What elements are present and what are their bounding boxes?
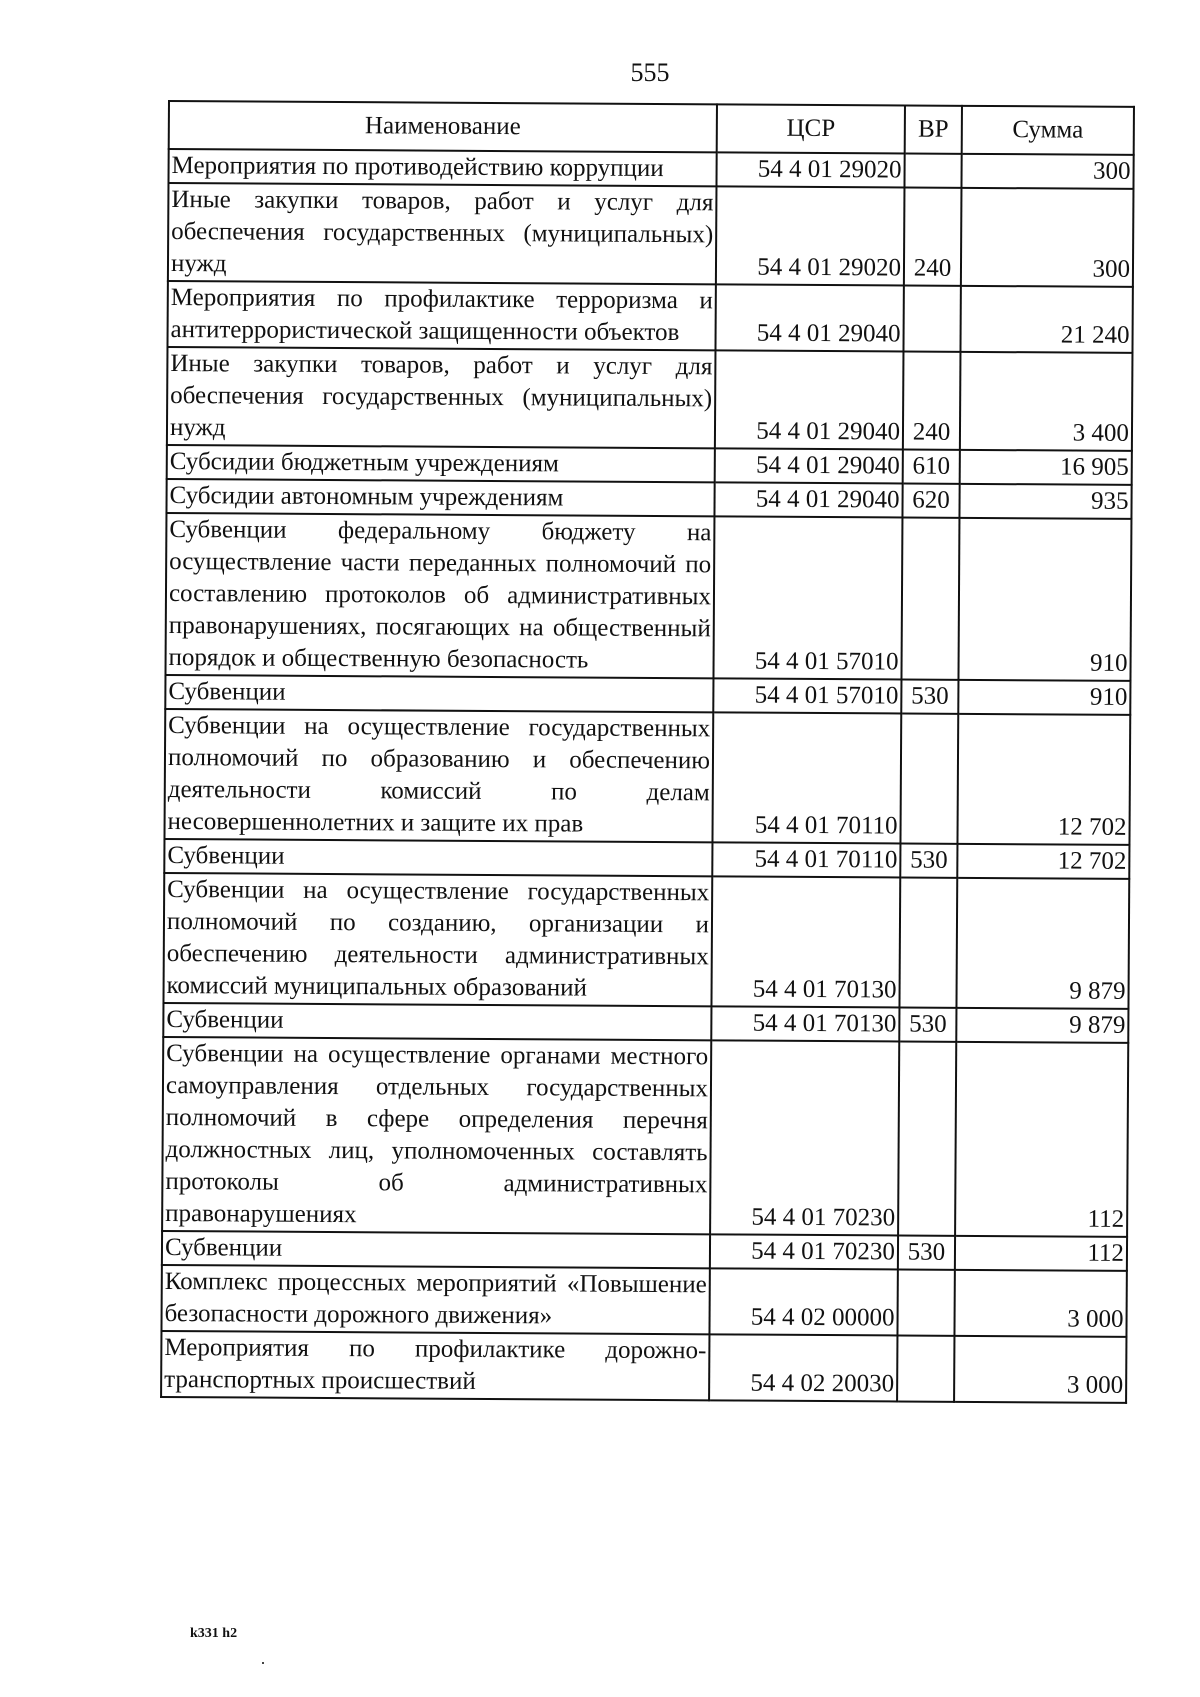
row-name: Субвенции (164, 839, 712, 876)
table-row (164, 709, 1130, 845)
row-vr (899, 877, 957, 1007)
page-number: 555 (630, 58, 670, 87)
row-vr: 530 (900, 843, 957, 877)
table-row (161, 1265, 1126, 1337)
row-csr: 54 4 01 70230 (710, 1040, 899, 1235)
row-name: Иные закупки товаров, работ и услуг для обеспечения государственных (муниципальных) нужд (167, 347, 716, 448)
row-name: Субвенции (163, 1003, 711, 1040)
budget-sheet (160, 100, 1133, 1404)
budget-table (160, 100, 1135, 1404)
row-name: Субвенции на осуществление государственных полномочий по созданию, организации и обеспечению деятельности административных комиссий муниципальных образований (163, 873, 712, 1006)
row-vr: 240 (903, 351, 961, 449)
row-csr: 54 4 01 70130 (711, 1006, 899, 1041)
row-vr (897, 1335, 954, 1401)
table-row (163, 873, 1129, 1009)
row-name: Комплекс процессных мероприятий «Повышение безопасности дорожного движения» (161, 1265, 709, 1334)
row-name: Субсидии бюджетным учреждениям (167, 445, 715, 482)
row-name: Субсидии автономным учреждениям (166, 479, 714, 516)
row-csr: 54 4 01 29020 (716, 186, 905, 285)
table-row (168, 183, 1134, 287)
header-sum: Сумма (962, 106, 1134, 155)
row-sum: 21 240 (960, 286, 1132, 353)
table-row (162, 1037, 1128, 1237)
row-csr: 54 4 01 29040 (714, 482, 902, 517)
row-sum: 112 (955, 1236, 1127, 1271)
row-name: Иные закупки товаров, работ и услуг для обеспечения государственных (муниципальных) нужд (168, 183, 717, 284)
header-csr: ЦСР (717, 104, 905, 153)
row-csr: 54 4 01 70110 (712, 842, 900, 877)
row-name: Субвенции (165, 675, 713, 712)
row-vr (903, 285, 960, 351)
row-csr: 54 4 01 70230 (710, 1234, 898, 1269)
row-name: Мероприятия по противодействию коррупции (168, 149, 716, 186)
row-vr: 530 (898, 1235, 955, 1269)
row-vr (901, 517, 959, 679)
table-row (165, 513, 1131, 681)
row-vr (897, 1269, 954, 1335)
row-csr: 54 4 01 29040 (715, 448, 903, 483)
row-name: Субвенции на осуществление государственных полномочий по образованию и обеспечению деятельности комиссий по делам несовершеннолетних и защите их прав (164, 709, 713, 842)
table-row (161, 1331, 1126, 1403)
row-vr: 610 (903, 449, 960, 483)
table-row (167, 281, 1132, 353)
header-vr: ВР (905, 106, 962, 154)
row-name: Мероприятия по профилактике дорожно-транспортных происшествий (161, 1331, 709, 1400)
row-csr: 54 4 01 70130 (711, 876, 900, 1007)
row-vr: 240 (904, 188, 962, 286)
row-vr (898, 1041, 956, 1235)
row-sum: 3 000 (954, 1336, 1126, 1403)
table-header-row (169, 101, 1134, 155)
row-csr: 54 4 01 57010 (713, 516, 902, 679)
row-csr: 54 4 01 29040 (715, 284, 903, 351)
row-vr (904, 154, 961, 188)
row-vr: 530 (899, 1007, 956, 1041)
row-sum: 9 879 (956, 878, 1129, 1009)
row-sum: 910 (958, 680, 1130, 715)
row-csr: 54 4 01 29020 (716, 152, 904, 187)
row-name: Субвенции на осуществление органами местного самоуправления отдельных государственных полномочий в сфере определения перечня должностных лиц, уполномоченных составлять протоколы об административных правонарушениях (162, 1037, 711, 1234)
row-name: Субвенции (162, 1231, 710, 1268)
footer-code: k331 h2 (190, 1626, 238, 1641)
row-csr: 54 4 02 20030 (709, 1334, 897, 1401)
row-sum: 16 905 (960, 450, 1132, 485)
row-sum: 910 (958, 518, 1131, 681)
row-sum: 300 (961, 188, 1134, 287)
row-name: Мероприятия по профилактике терроризма и антитеррористической защищенности объектов (167, 281, 715, 350)
row-sum: 3 400 (960, 352, 1133, 451)
row-name: Субвенции федеральному бюджету на осуществление части переданных полномочий по составлению протоколов об административных правонарушениях, посягающих на общественный порядок и общественную безопасность (165, 513, 714, 678)
row-sum: 12 702 (957, 844, 1129, 879)
scan-speck (262, 1662, 264, 1664)
row-sum: 9 879 (956, 1008, 1128, 1043)
table-row (167, 347, 1133, 451)
row-sum: 300 (961, 154, 1133, 189)
row-sum: 3 000 (954, 1270, 1126, 1337)
row-csr: 54 4 01 29040 (715, 350, 904, 449)
row-csr: 54 4 01 57010 (713, 678, 901, 713)
row-sum: 112 (955, 1042, 1128, 1237)
row-csr: 54 4 01 70110 (712, 712, 901, 843)
row-vr: 530 (901, 679, 958, 713)
header-name: Наименование (169, 101, 717, 152)
row-vr: 620 (902, 483, 959, 517)
row-sum: 935 (959, 484, 1131, 519)
row-vr (900, 713, 958, 843)
row-sum: 12 702 (957, 714, 1130, 845)
row-csr: 54 4 02 00000 (709, 1268, 897, 1335)
